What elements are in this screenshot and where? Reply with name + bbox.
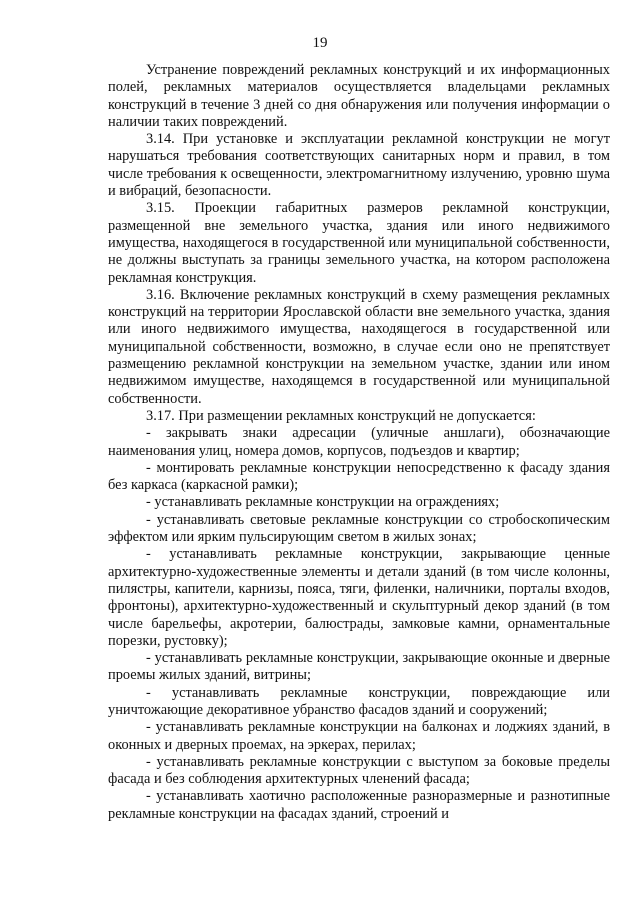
page-number: 19 — [312, 35, 328, 51]
document-body — [108, 62, 610, 823]
paragraph-3-17: 3.17. При размещении рекламных конструкций не допускается: — [146, 407, 536, 424]
list-item-decor-damage: - устанавливать рекламные конструкции, повреждающие или уничтожающие декоративное убранство фасадов зданий и сооружений; — [108, 684, 610, 718]
list-item-fences: - устанавливать рекламные конструкции на ограждениях; — [146, 494, 500, 511]
paragraph-3-16: 3.16. Включение рекламных конструкций в схему размещения рекламных конструкций на территории Ярославской области вне земельного участка, здания или иного недвижимого имущества, находящегося в государственной или муниципальной собственности, возможно, в случае если оно не препятствует размещению рекламной конструкции на земельном участке, здании или ином недвижимом имуществе, находящемся в государственной или муниципальной собственности. — [108, 286, 610, 407]
list-item-facade-protrusion: - устанавливать рекламные конструкции с выступом за боковые пределы фасада и без соблюдения архитектурных членений фасада; — [108, 753, 610, 788]
paragraph-3-15: 3.15. Проекции габаритных размеров рекламной конструкции, размещенной вне земельного участка, здания или иного недвижимого имущества, находящегося в государственной или муниципальной собственности, не должны выступать за границы земельного участка, на котором расположена рекламная конструкция. — [108, 200, 610, 286]
list-item-windows-doors: - устанавливать рекламные конструкции, закрывающие оконные и дверные проемы жилых зданий, витрины; — [108, 650, 610, 684]
paragraph-damage-repair: Устранение повреждений рекламных конструкций и их информационных полей, рекламных материалов осуществляется владельцами рекламных конструкций в течение 3 дней со дня обнаружения или получения информации о наличии таких повреждений. — [108, 62, 610, 130]
list-item-no-frame: - монтировать рекламные конструкции непосредственно к фасаду здания без каркаса (каркасной рамки); — [108, 459, 610, 494]
list-item-balconies: - устанавливать рекламные конструкции на балконах и лоджиях зданий, в оконных и дверных проемах, на эркерах, перилах; — [108, 719, 610, 753]
list-item-architectural-elements: - устанавливать рекламные конструкции, закрывающие ценные архитектурно-художественные элементы и детали зданий (в том числе колонны, пилястры, капители, карнизы, пояса, тяги, филенки, наличники, порталы входов, фронтоны), архитектурно-художественный и скульптурный декор зданий (в том числе барельефы, акротерии, балюстрады, замковые камни, орнаментальные порезки, рустовку); — [108, 546, 610, 649]
list-item-address-signs: - закрывать знаки адресации (уличные аншлаги), обозначающие наименования улиц, номера домов, корпусов, подъездов и квартир; — [108, 425, 610, 459]
list-item-strobe-lights: - устанавливать световые рекламные конструкции со стробоскопическим эффектом или ярким пульсирующим светом в жилых зонах; — [108, 511, 610, 546]
paragraph-3-14: 3.14. При установке и эксплуатации рекламной конструкции не могут нарушаться требования соответствующих санитарных норм и правил, в том числе требования к освещенности, электромагнитному излучению, уровню шума и вибраций, безопасности. — [108, 131, 610, 200]
list-item-chaotic-placement: - устанавливать хаотично расположенные разноразмерные и разнотипные рекламные конструкции на фасадах зданий, строений и — [108, 788, 610, 822]
